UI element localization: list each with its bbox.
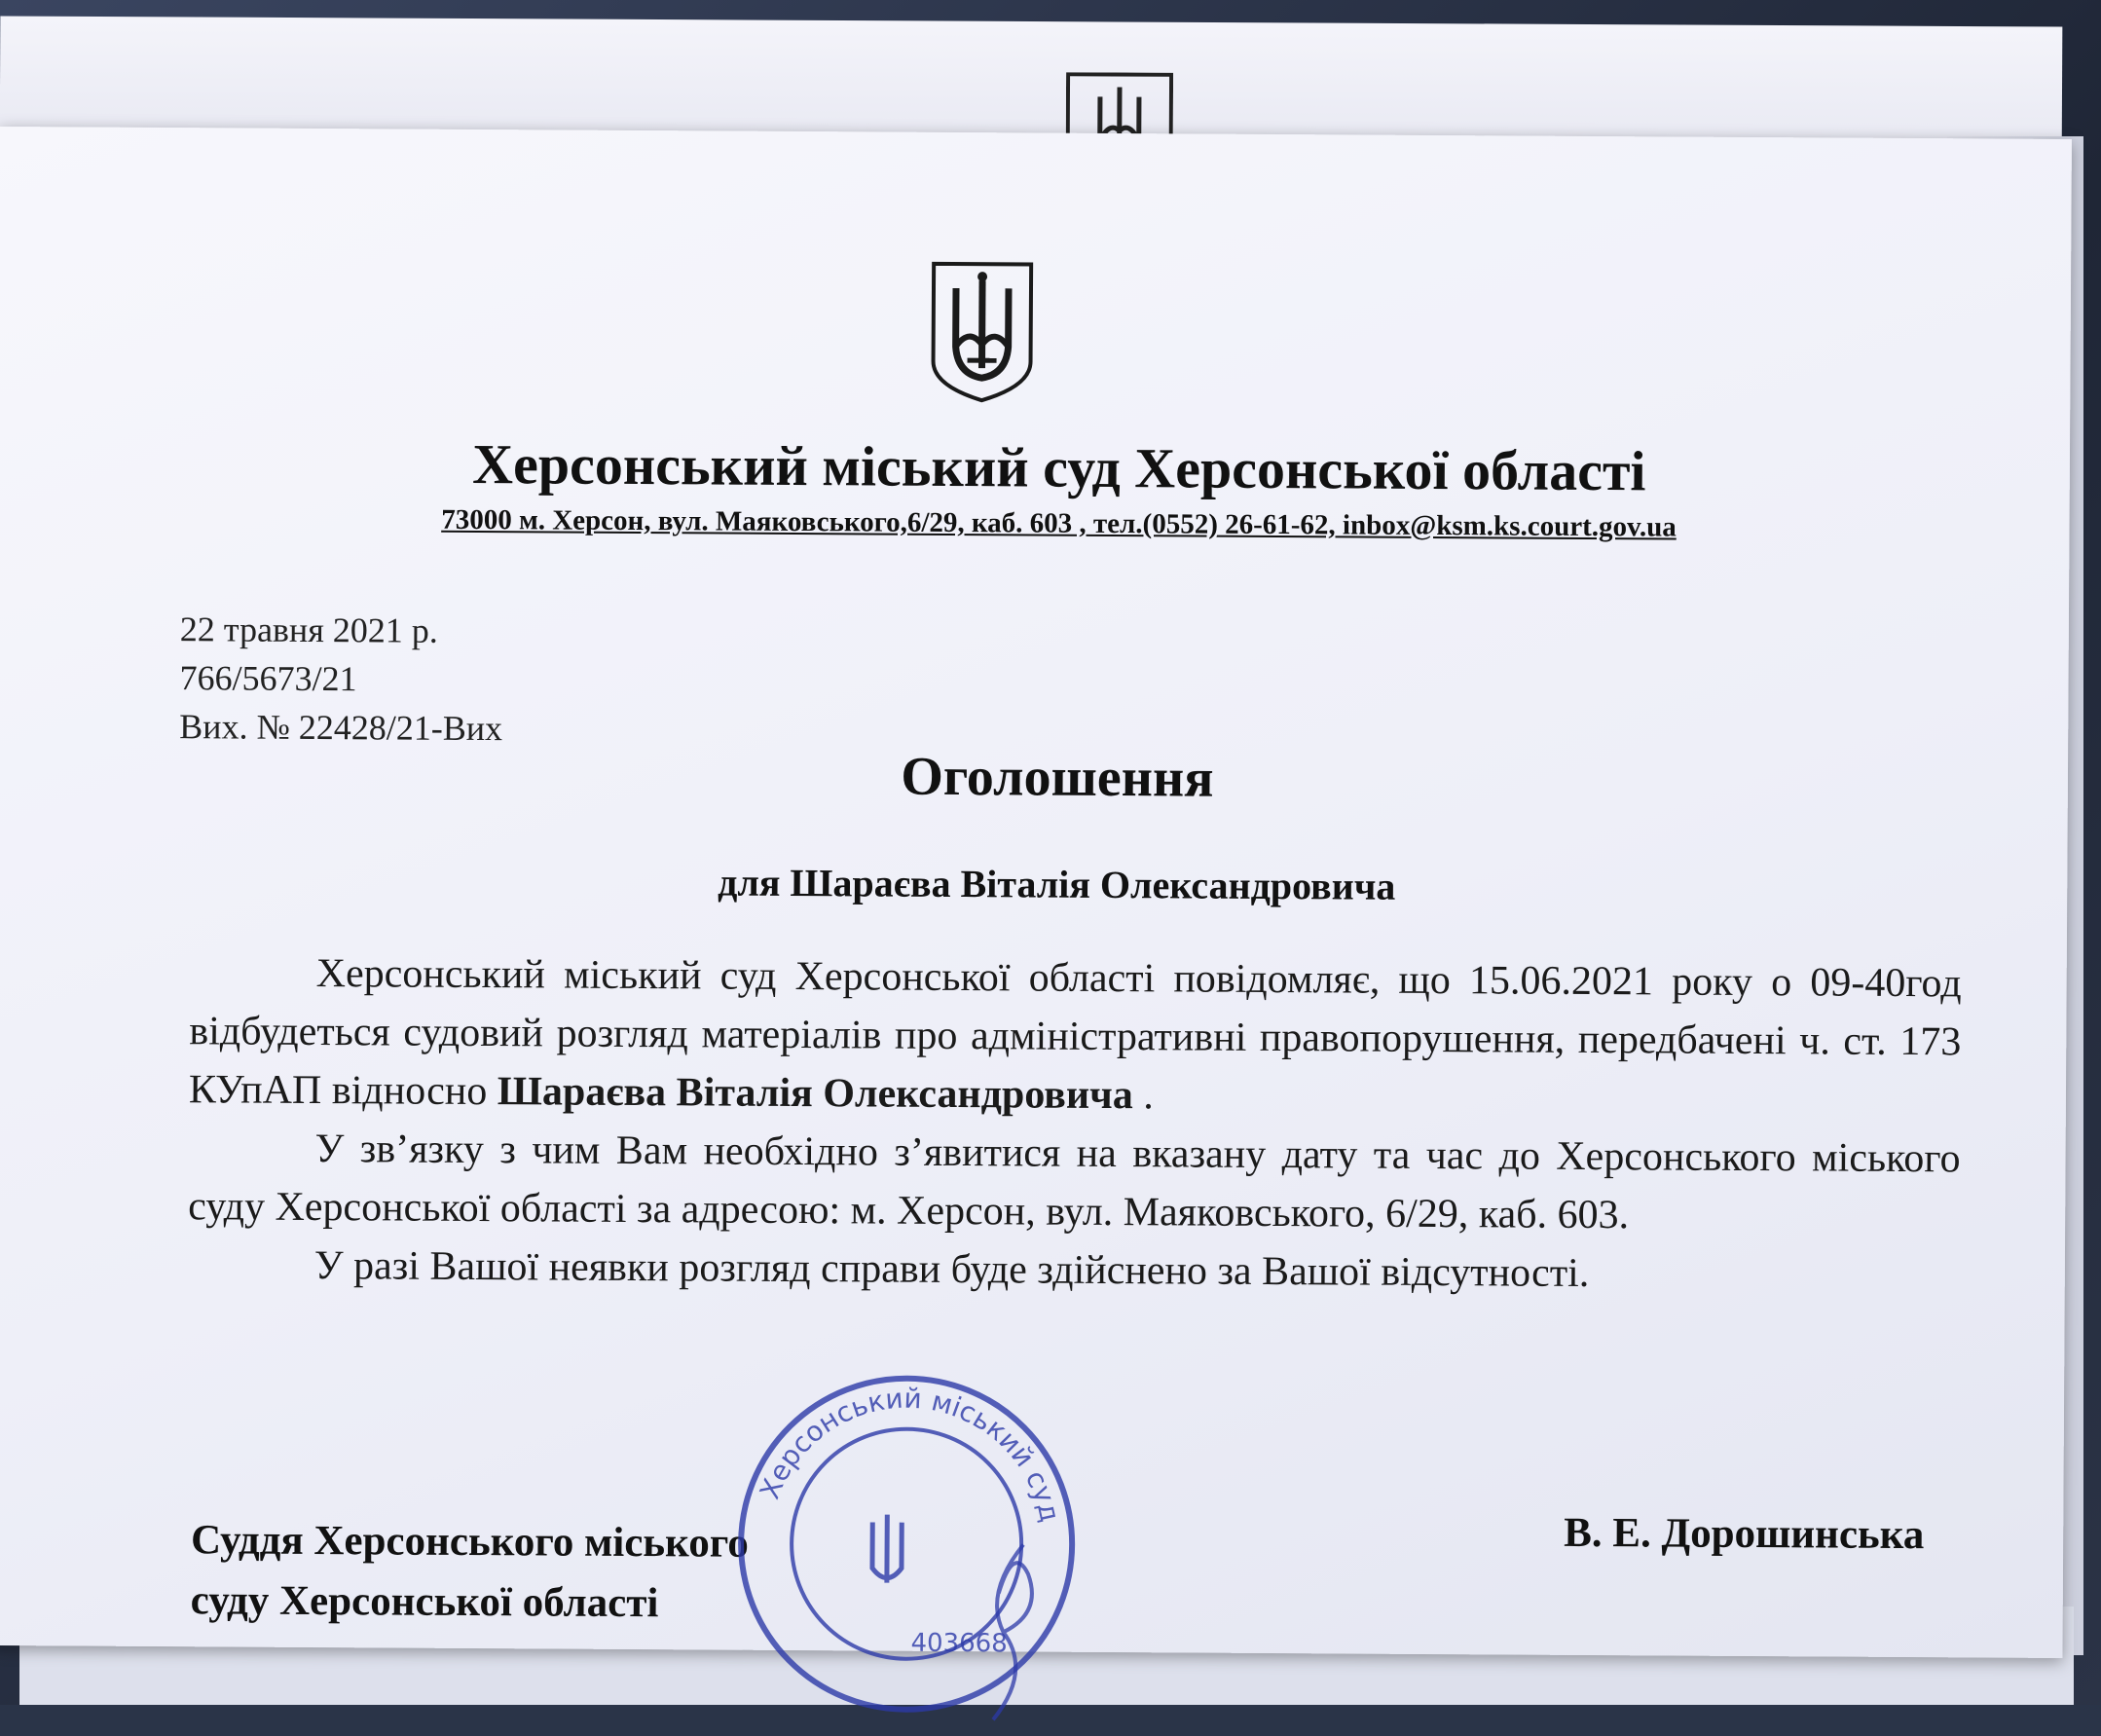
paragraph-hearing-end: . — [1132, 1073, 1154, 1119]
case-number: 766/5673/21 — [179, 658, 357, 699]
handwritten-signature — [954, 1534, 1062, 1730]
stamp-ring-text: Херсонський міський суд — [753, 1382, 1067, 1526]
document-meta — [179, 605, 503, 753]
paragraph-hearing — [189, 943, 1962, 1129]
judge-title-line2: суду Херсонської області — [190, 1577, 659, 1627]
paragraph-appear: У зв’язку з чим Вам необхідно з’явитися на вказану дату та час до Херсонського міського суду Херсонської області за адресою: м. Херсон, вул. Маяковського, 6/29, каб. 603. — [188, 1126, 1961, 1238]
document-date: 22 травня 2021 р. — [179, 609, 438, 650]
ukraine-trident-emblem-icon — [928, 259, 1036, 406]
stamp-code: 403668 — [910, 1628, 1008, 1659]
notice-addressee: для Шараєва Віталія Олександровича — [718, 860, 1396, 908]
judge-title — [191, 1510, 749, 1634]
judge-name: В. Е. Дорошинська — [1564, 1509, 1925, 1559]
defendant-name: Шараєва Віталія Олександровича — [497, 1069, 1133, 1119]
paragraph-hearing-text: Херсонський міський суд Херсонської області повідомляє, що 15.06.2021 року о 09-40год відбудеться судовий розгляд матеріалів про адміністративні правопорушення, передбачені ч. ст. 173 КУпАП відносно — [188, 951, 1962, 1115]
paragraph-absence: У разі Вашої неявки розгляд справи буде здійснено за Вашої відсутності. — [313, 1242, 1590, 1296]
notice-title: Оголошення — [901, 746, 1214, 809]
court-name: Херсонський міський суд Херсонської області — [472, 431, 1646, 503]
judge-title-line1: Суддя Херсонського міського — [190, 1517, 749, 1567]
document-sheet — [0, 127, 2072, 1658]
notice-body — [188, 943, 1962, 1305]
outgoing-number: Вих. № 22428/21-Вих — [179, 707, 503, 749]
court-address: 73000 м. Херсон, вул. Маяковського,6/29, каб. 603 , тел.(0552) 26-61-62, inbox@ksm.ks.court.gov.ua — [441, 503, 1677, 543]
